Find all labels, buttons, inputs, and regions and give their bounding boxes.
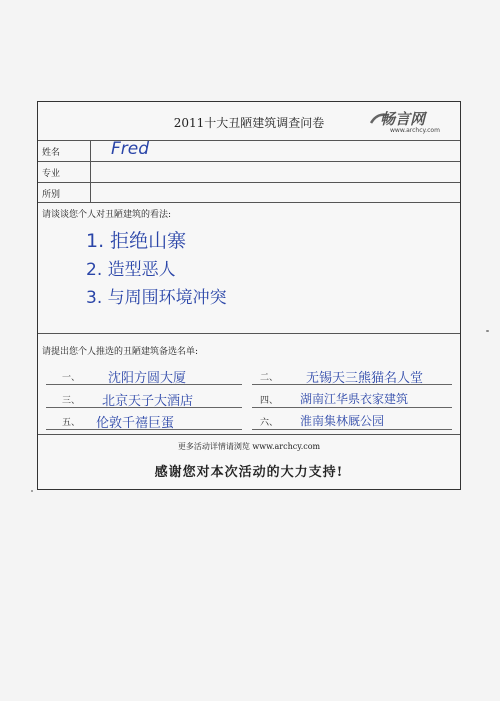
- school-label: 所别: [42, 190, 61, 200]
- nomination-index: 二、: [260, 373, 279, 383]
- opinion-section: [38, 203, 460, 334]
- survey-form: [37, 101, 461, 490]
- form-title: 2011十大丑陋建筑调查问卷: [173, 116, 325, 130]
- logo-url: www.archcy.com: [390, 127, 440, 134]
- logo-name: 畅言网: [380, 110, 426, 128]
- nomination-underline: [252, 407, 452, 408]
- nomination-index: 五、: [62, 418, 81, 428]
- opinion-item[interactable]: 1. 拒绝山寨: [86, 230, 187, 252]
- thanks-text: 感谢您对本次活动的大力支持!: [154, 465, 344, 480]
- archcy-logo: [370, 108, 450, 138]
- major-row: [38, 162, 460, 183]
- nomination-index: 四、: [260, 396, 279, 406]
- nomination-underline: [46, 429, 242, 430]
- nomination-value[interactable]: 伦敦千禧巨蛋: [96, 416, 175, 431]
- nomination-index: 三、: [62, 396, 81, 406]
- more-info-text: 更多活动详情请浏览 www.archcy.com: [177, 442, 321, 451]
- label-divider: [90, 162, 91, 182]
- opinion-item[interactable]: 3. 与周围环境冲突: [86, 288, 227, 308]
- label-divider: [90, 183, 91, 202]
- nomination-value[interactable]: 无锡天三熊猫名人堂: [306, 371, 424, 386]
- nomination-underline: [46, 384, 242, 385]
- school-row: [38, 183, 460, 203]
- major-label: 专业: [42, 169, 61, 179]
- nomination-index: 六、: [260, 418, 279, 428]
- nomination-value[interactable]: 湖南江华県衣家建筑: [300, 392, 409, 406]
- nomination-prompt: 请提出您个人推选的丑陋建筑备选名单:: [42, 347, 199, 357]
- title-row: [38, 102, 460, 141]
- name-row: [38, 141, 460, 162]
- nomination-value[interactable]: 淮南集林厩公园: [300, 414, 385, 428]
- label-divider: [90, 141, 91, 161]
- opinion-prompt: 请谈谈您个人对丑陋建筑的看法:: [42, 210, 172, 220]
- nomination-value[interactable]: 沈阳方圆大厦: [108, 371, 187, 386]
- scan-speck: [486, 330, 489, 332]
- opinion-item[interactable]: 2. 造型恶人: [86, 260, 176, 280]
- nomination-index: 一、: [62, 373, 81, 383]
- nomination-underline: [46, 407, 242, 408]
- nomination-section: [38, 334, 460, 435]
- nomination-underline: [252, 384, 452, 385]
- nomination-value[interactable]: 北京天子大酒店: [102, 394, 194, 409]
- name-label: 姓名: [42, 148, 61, 158]
- name-field[interactable]: Fred: [111, 139, 150, 159]
- nomination-underline: [252, 429, 452, 430]
- scan-speck: [31, 490, 33, 492]
